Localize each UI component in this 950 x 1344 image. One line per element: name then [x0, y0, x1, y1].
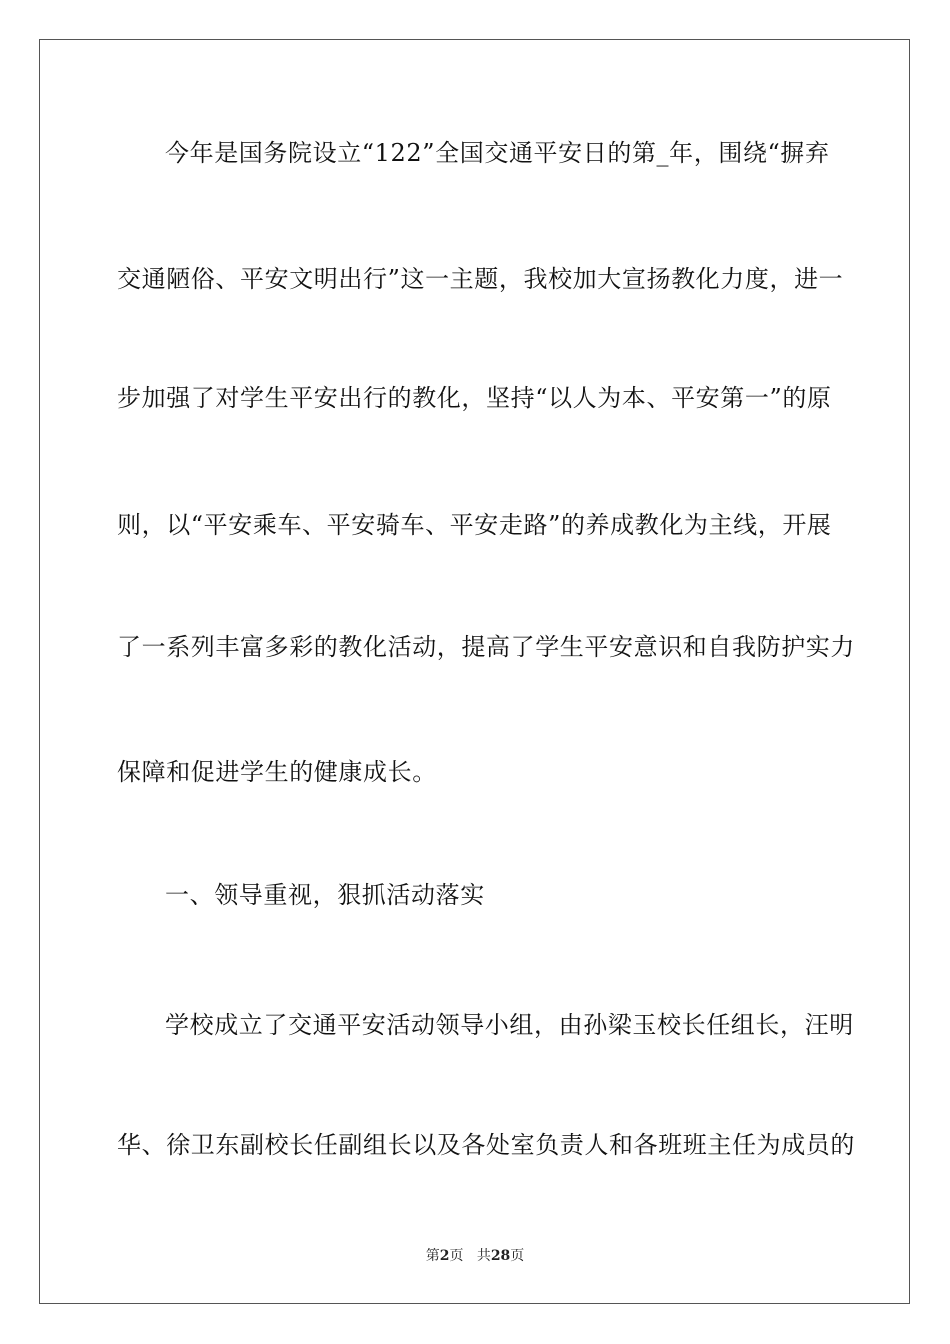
- paragraph-line: 则，以“平安乘车、平安骑车、平安走路”的养成教化为主线，开展: [117, 511, 832, 539]
- page-footer: [0, 1247, 950, 1265]
- section-heading: 一、领导重视，狠抓活动落实: [165, 881, 485, 909]
- paragraph-line: 华、徐卫东副校长任副组长以及各处室负责人和各班班主任为成员的: [117, 1131, 855, 1159]
- paragraph-line: 步加强了对学生平安出行的教化，坚持“以人为本、平安第一”的原: [117, 384, 832, 412]
- page-current: 2: [439, 1248, 450, 1264]
- paragraph-line: 保障和促进学生的健康成长。: [117, 758, 437, 786]
- paragraph-line: 今年是国务院设立“122”全国交通平安日的第_年，围绕“摒弃: [165, 139, 830, 167]
- paragraph-line: 了一系列丰富多彩的教化活动，提高了学生平安意识和自我防护实力: [117, 633, 855, 661]
- page-suffix: 页: [449, 1248, 464, 1264]
- total-suffix: 页: [510, 1248, 525, 1264]
- paragraph-line: 交通陋俗、平安文明出行”这一主题，我校加大宣扬教化力度，进一: [117, 265, 844, 293]
- total-prefix: 共: [476, 1248, 491, 1264]
- page-border: [39, 39, 910, 1304]
- page-prefix: 第: [425, 1248, 440, 1264]
- page-total: 28: [490, 1248, 511, 1264]
- paragraph-line: 学校成立了交通平安活动领导小组，由孙梁玉校长任组长，汪明: [165, 1011, 854, 1039]
